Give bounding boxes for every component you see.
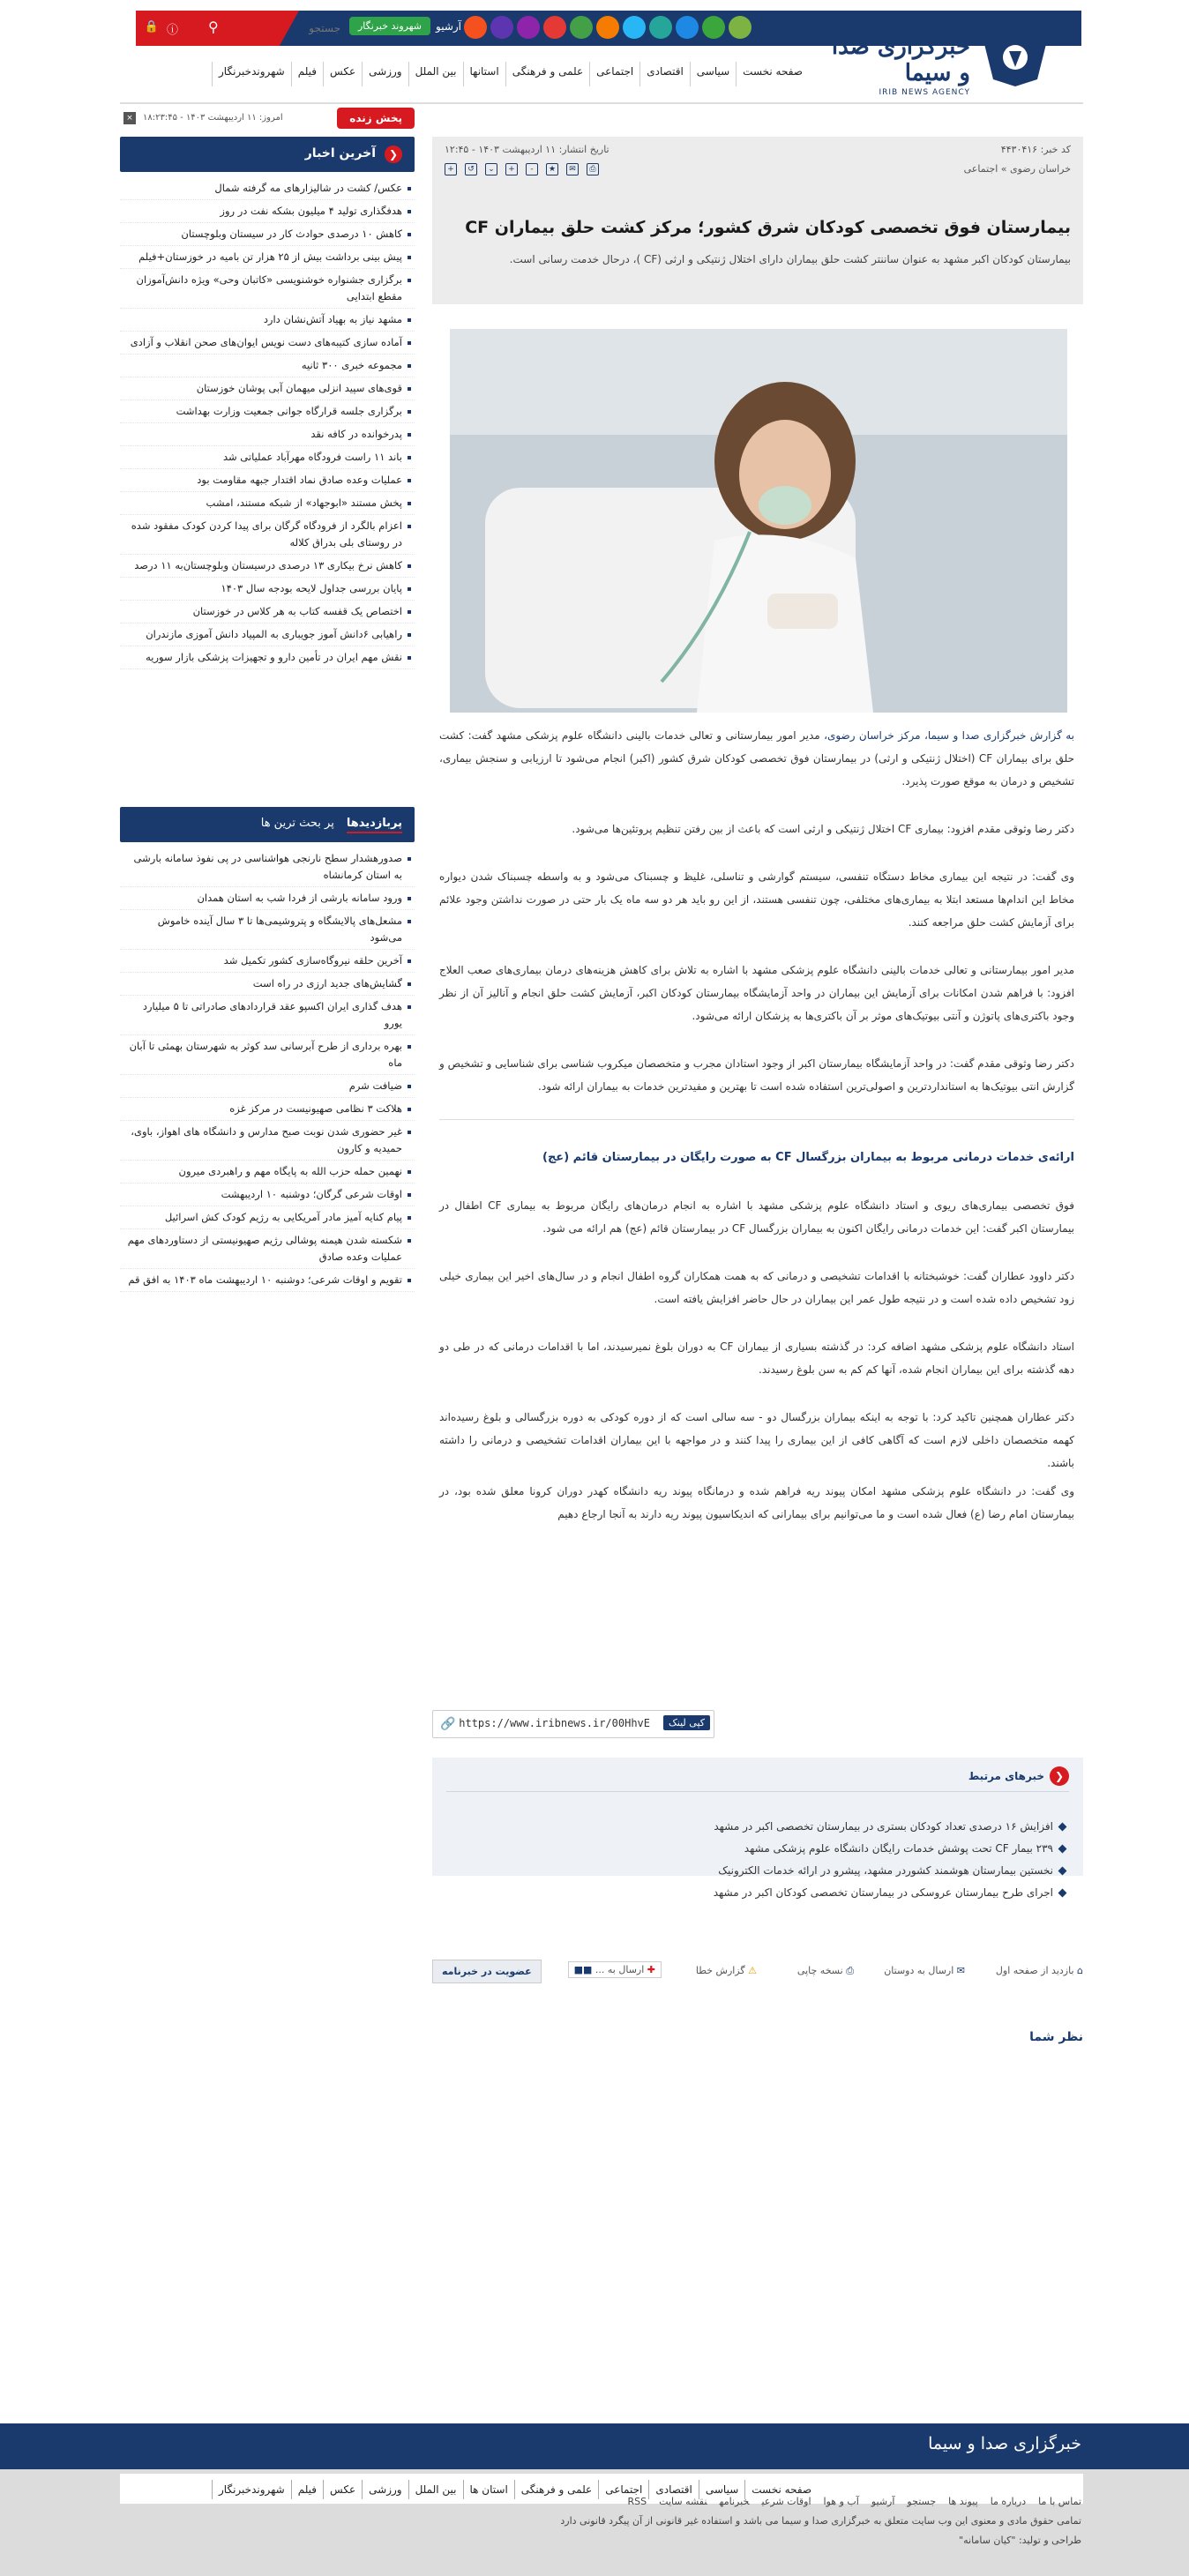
article-paragraph: وی گفت: در دانشگاه علوم پزشکی مشهد امکان پیوند ریه فراهم شده و درمانگاه پیوند ریه دانشگاه کهدر دوران کرونا معلق شده بود، در بیمارستان امام رضا (ع) فعال شده است و ما می‌توانیم برای بیمارانی که اندیکاسیون پیوند ریه دارند به آنجا ارجاع دهیم (439, 1485, 1074, 1520)
newsletter-button[interactable]: عضویت در خبرنامه (432, 1960, 542, 1983)
list-item[interactable]: بهره برداری از طرح آبرسانی سد کوثر به شهرستان بهمئی تا آبان ماه (120, 1035, 415, 1075)
header-divider (120, 102, 1083, 104)
divider (439, 1119, 1074, 1120)
envelope-icon: ✉ (956, 1965, 965, 1976)
tab-most-viewed[interactable]: پربازدیدها (347, 817, 402, 833)
footer-link[interactable]: آب و هوا (823, 2496, 859, 2507)
related-news-item[interactable]: افزایش ۱۶ درصدی تعداد کودکان بستری در بیمارستان تخصصی اکبر در مشهد (714, 1816, 1066, 1838)
soroush-icon[interactable] (490, 16, 513, 39)
related-news-item[interactable]: اجرای طرح بیمارستان عروسکی در بیمارستان تخصصی کودکان اکبر در مشهد (714, 1882, 1066, 1904)
list-item[interactable]: هدفگذاری تولید ۴ میلیون بشکه نفت در روز (120, 200, 415, 223)
article-paragraph: استاد دانشگاه علوم پزشکی مشهد اضافه کرد: در گذشته بسیاری از بیماران CF به دوران بلوغ نمیرسیدند، اما با اقدامات درمانی که در طی دو دهه گذشته برای این بیماران انجام شده، آنها کم کم به سن بلوغ رسیدند. (439, 1340, 1074, 1376)
list-item[interactable]: آخرین حلقه نیروگاه‌سازی کشور تکمیل شد (120, 950, 415, 973)
app-store-icon[interactable] (676, 16, 699, 39)
list-item[interactable]: عملیات وعده صادق نماد اقتدار جبهه مقاومت بود (120, 469, 415, 492)
list-item[interactable]: گشایش‌های جدید ارزی در راه است (120, 973, 415, 996)
list-item[interactable]: کاهش ۱۰ درصدی حوادث کار در سیستان وبلوچستان (120, 223, 415, 246)
list-item[interactable]: پیش بینی برداشت بیش از ۲۵ هزار تن بامیه در خوزستان+فیلم (120, 246, 415, 269)
footer-nav-item[interactable]: صفحه نخست (744, 2480, 818, 2499)
list-item[interactable]: شکسته شدن هیمنه پوشالی رژیم صهیونیستی از دستاوردهای مهم عملیات وعده صادق (120, 1229, 415, 1269)
latest-news-list (120, 172, 415, 675)
related-news-item[interactable]: نخستین بیمارستان هوشمند کشوردر مشهد، پیشرو در ارائه خدمات الکترونیک (714, 1860, 1066, 1882)
chevron-left-icon[interactable]: ❮ (385, 146, 402, 163)
nav-item[interactable]: استانها (463, 62, 505, 86)
latest-news-sidebar (120, 137, 415, 675)
nav-item[interactable]: بین الملل (408, 62, 463, 86)
article-source[interactable]: به گزارش خبرگزاری صدا و سیما، مرکز خراسان رضوی، (824, 729, 1075, 742)
footer-logo[interactable]: خبرگزاری صدا و سیما (928, 2434, 1081, 2453)
list-item[interactable]: هلاکت ۳ نظامی صهیونیست در مرکز غزه (120, 1098, 415, 1121)
list-item[interactable]: برگزاری جشنواره خوشنویسی «کاتبان وحی» ویژه دانش‌آموزان مقطع ابتدایی (120, 269, 415, 309)
popular-news-list (120, 842, 415, 1297)
list-item[interactable]: راهیابی ۶دانش آموز جویباری به المپیاد دانش آموزی مازندران (120, 623, 415, 646)
plus-icon: ✚ (647, 1964, 655, 1975)
list-item[interactable]: قوی‌های سپید انزلی میهمان آبی پوشان خوزستان (120, 377, 415, 400)
home-icon: ⌂ (1077, 1965, 1083, 1976)
footer-nav-item[interactable]: بین الملل (408, 2480, 463, 2499)
article-photo (450, 329, 1067, 713)
article-body (439, 724, 1074, 1550)
font-increase-icon[interactable]: + (505, 163, 518, 175)
short-link-box (432, 1710, 714, 1738)
social-icons: ■■ (573, 1964, 593, 1975)
font-decrease-icon[interactable]: - (526, 163, 538, 175)
close-icon[interactable]: × (123, 112, 136, 124)
popular-news-sidebar (120, 807, 415, 1297)
print-icon: ⎙ (846, 1965, 854, 1976)
article-paragraph: مدیر امور بیمارستانی و تعالی خدمات بالینی دانشگاه علوم پزشکی مشهد با اشاره به تلاش برای کاهش هزینه‌های درمان بیماری‌های صعب العلاج افزود: با فراهم شدن امکانات برای آزمایش این بیماران در واحد آزمایشگاه بیمارستان کودکان اکبر، آزمایش کشت حلق انجام و آنالیز آن از نظر وجود باکتری‌های پاتوژن و آنتی بیوتیک‌های موثر بر آن باکتری‌ها به پزشکان ارائه می‌شود. (439, 964, 1074, 1022)
nav-item[interactable]: صفحه نخست (736, 62, 809, 86)
article (432, 137, 1083, 1520)
footer-link[interactable]: اوقات شرعی (761, 2496, 811, 2507)
footer-link[interactable]: RSS (627, 2496, 647, 2507)
nav-item[interactable]: اجتماعی (589, 62, 639, 86)
list-item[interactable]: اوقات شرعی گرگان؛ دوشنبه ۱۰ اردیبهشت (120, 1183, 415, 1206)
related-news-header (968, 1766, 1069, 1787)
live-button[interactable]: پخش زنده (337, 108, 415, 129)
tab-most-discussed[interactable]: پر بحث ترین ها (260, 817, 334, 830)
footer-nav-item[interactable]: شهروندخبرنگار (212, 2480, 291, 2499)
list-item[interactable]: مجموعه خبری ۳۰۰ ثانیه (120, 355, 415, 377)
list-item[interactable]: اعزام بالگرد از فرودگاه گرگان برای پیدا کردن کودک مفقود شده در روستای بلی بدراق کلاله (120, 515, 415, 555)
send-to-friends-link[interactable]: ✉ ارسال به دوستان (884, 1965, 965, 1976)
search-icon[interactable]: ⚲ (208, 19, 219, 35)
article-paragraph: وی گفت: در نتیجه این بیماری مخاط دستگاه تنفسی، سیستم گوارشی و تناسلی، غلیظ و چسبناک می‌شود و به واسطه چسبناک شدن دیواره مخاط این اندام‌ها مستعد ابتلا به بیماری‌های مختلفی، چون تنفسی هستند، از این رو باید هر دو سه ماه یک بار حتی در صورت نداشتن وجود علائم برای آزمایش کشت حلق مراجعه کنند. (439, 870, 1074, 929)
short-link-url[interactable]: https://www.iribnews.ir/00HhvE (459, 1717, 650, 1729)
article-paragraph: دکتر عطاران همچنین تاکید کرد: با توجه به اینکه بیماران بزرگسال دو - سه سالی است که از دوره کودکی به دوره بزرگسالی و بلوغ رسیده‌اند کهمه متخصصان داخلی لازم است که آگاهی کافی از این بیماری را پیدا کنند و در مواجهه با این بیماران اقدامات تشخیصی و درمانی را داشته باشند. (439, 1411, 1074, 1469)
today-date: امروز: ۱۱ اردیبهشت ۱۴۰۳ - ۱۸:۲۳:۴۵ (143, 113, 283, 123)
logo-subtitle: IRIB NEWS AGENCY (879, 88, 970, 97)
footer-link[interactable]: درباره ما (990, 2496, 1027, 2507)
list-item[interactable]: برگزاری جلسه قرارگاه جوانی جمعیت وزارت بهداشت (120, 400, 415, 423)
copy-link-button[interactable]: کپی لینک (663, 1715, 710, 1730)
archive-link[interactable]: آرشیو (436, 20, 462, 33)
nav-item[interactable]: سیاسی (690, 62, 736, 86)
popular-news-header (120, 807, 415, 842)
telegram-icon[interactable] (623, 16, 646, 39)
article-header (432, 137, 1083, 304)
footer-top-bar (0, 2423, 1189, 2469)
related-news (432, 1758, 1083, 1899)
footer-nav-item[interactable]: استان ها (463, 2480, 514, 2499)
share-icon[interactable]: ↺ (465, 163, 477, 175)
bookmark-icon[interactable]: ★ (546, 163, 558, 175)
footer-nav-item[interactable]: اجتماعی (598, 2480, 648, 2499)
chevron-down-icon[interactable]: ⌄ (485, 163, 497, 175)
article-paragraph: فوق تخصصی بیماری‌های ریوی و استاد دانشگاه علوم پزشکی مشهد با اشاره به انجام درمان‌های رایگان مربوط به بیماری CF اطفال در بیمارستان اکبر گفت: این خدمات درمانی رایگان اکنون به بیماران بزرگسال CF در بیمارستان قائم (عج) هم ارائه می شود. (439, 1199, 1074, 1235)
article-lead: بیمارستان کودکان اکبر مشهد به عنوان ساننتر کشت حلق بیماران دارای اختلال ژنتیکی و ارثی (CF )، درحال خدمت رسانی است. (509, 253, 1071, 265)
article-paragraph: دکتر داوود عطاران گفت: خوشبختانه با اقدامات تشخیصی و درمانی که به همت همکاران گروه اطفال انجام و در سال‌های اخیر این بیماری خیلی زود تشخیص داده شده است و در نتیجه طول عمر این بیماران در حال حاضر افزایش یافته است. (439, 1270, 1074, 1305)
list-item[interactable]: مشعل‌های پالایشگاه و پتروشیمی‌ها تا ۳ سال آینده خاموش می‌شود (120, 910, 415, 950)
nav-item[interactable]: فیلم (291, 62, 323, 86)
footer-link[interactable]: خبرنامه (719, 2496, 750, 2507)
info-icon[interactable]: ⓘ (166, 24, 178, 37)
latest-news-title: آخرین اخبار (304, 146, 376, 161)
footer (0, 2423, 1189, 2576)
footer-link[interactable]: آرشیو (871, 2496, 895, 2507)
link-icon: 🔗 (440, 1717, 456, 1731)
warning-icon: ⚠ (748, 1965, 757, 1976)
android-icon[interactable] (729, 16, 752, 39)
live-bar (120, 108, 415, 131)
divider (446, 1791, 1069, 1792)
footer-link[interactable]: نقشه سایت (659, 2496, 707, 2507)
lock-icon[interactable]: 🔒 (144, 20, 159, 34)
footer-link[interactable]: جستجو (907, 2496, 937, 2507)
footer-link[interactable]: پیوند ها (948, 2496, 978, 2507)
article-title: بیمارستان فوق تخصصی کودکان شرق کشور؛ مرکز کشت حلق بیماران CF (465, 218, 1071, 237)
list-item[interactable]: پخش مستند «ابوجهاد» از شبکه مستند، امشب (120, 492, 415, 515)
article-actions (432, 1958, 1083, 1986)
nav-item[interactable]: اقتصادی (639, 62, 690, 86)
share-dropdown[interactable]: ✚ ارسال به ... ■■ (568, 1961, 662, 1978)
list-item[interactable]: عکس/ کشت در شالیزارهای مه گرفته شمال (120, 177, 415, 200)
article-tools (445, 163, 599, 175)
copyright: تمامی حقوق مادی و معنوی این وب سایت متعلق به خبرگزاری صدا و سیما می باشد و استفاده غیر قانونی از آن پیگرد قانونی دارد (560, 2515, 1081, 2527)
add-icon[interactable]: + (445, 163, 457, 175)
nav-item[interactable]: شهروندخبرنگار (212, 62, 291, 86)
footer-nav-item[interactable]: عکس (323, 2480, 362, 2499)
search-input[interactable] (235, 18, 340, 39)
footer-links (616, 2496, 1081, 2507)
related-news-list (714, 1816, 1066, 1904)
latest-news-header (120, 137, 415, 172)
list-item[interactable]: تقویم و اوقات شرعی؛ دوشنبه ۱۰ اردیبهشت ماه ۱۴۰۳ به افق قم (120, 1269, 415, 1292)
designer-credit: طراحی و تولید: "کیان سامانه" (959, 2535, 1081, 2546)
list-item[interactable]: مشهد نیاز به بهیاد آتش‌نشان دارد (120, 309, 415, 332)
igap-icon[interactable] (464, 16, 487, 39)
bazaar-icon[interactable] (649, 16, 672, 39)
list-item[interactable]: باند ۱۱ راست فرودگاه مهرآباد عملیاتی شد (120, 446, 415, 469)
list-item[interactable]: ضیافت شرم (120, 1075, 415, 1098)
print-version-link[interactable]: ⎙ نسخه چاپی (796, 1965, 854, 1976)
footer-nav-item[interactable]: فیلم (291, 2480, 323, 2499)
eitaa-icon[interactable] (596, 16, 619, 39)
list-item[interactable]: ورود سامانه بارشی از فردا شب به استان همدان (120, 887, 415, 910)
news-code: کد خبر: ۴۴۳۰۴۱۶ (1000, 144, 1071, 155)
article-paragraph: دکتر رضا وثوقی مقدم افزود: بیماری CF اختلال ژنتیکی و ارثی است که باعث از بین رفتن تنظیم پروتئین‌ها می‌شود. (572, 823, 1074, 835)
nav-item[interactable]: عکس (323, 62, 362, 86)
aparat-icon[interactable] (517, 16, 540, 39)
chevron-left-icon: ❮ (1050, 1766, 1069, 1786)
footer-link[interactable]: تماس با ما (1038, 2496, 1081, 2507)
list-item[interactable]: صدورهشدار سطح نارنجی هواشناسی در پی نفوذ سامانه بارشی به استان کرمانشاه (120, 847, 415, 887)
list-item[interactable]: غیر حضوری شدن نوبت صبح مدارس و دانشگاه های اهواز، باوی، حمیدیه و کارون (120, 1121, 415, 1161)
footer-nav-item[interactable]: علمی و فرهنگی (514, 2480, 598, 2499)
list-item[interactable]: آماده سازی کتیبه‌های دست نویس ایوان‌های صحن انقلاب و آزادی (120, 332, 415, 355)
list-item[interactable]: هدف گذاری ایران اکسپو عقد قراردادهای صادراتی تا ۵ میلیارد یورو (120, 996, 415, 1035)
site-logo[interactable] (817, 18, 1055, 97)
nav-item[interactable]: علمی و فرهنگی (505, 62, 589, 86)
email-icon[interactable]: ✉ (566, 163, 579, 175)
footer-nav-item[interactable]: سیاسی (699, 2480, 744, 2499)
footer-nav-item[interactable]: ورزشی (362, 2480, 408, 2499)
nav-item[interactable]: ورزشی (362, 62, 408, 86)
publish-date: تاریخ انتشار: ۱۱ اردیبهشت ۱۴۰۳ - ۱۲:۴۵ (445, 144, 609, 155)
article-paragraph: دکتر رضا وثوقی مقدم گفت: در واحد آزمایشگاه بیمارستان اکبر از وجود استادان مجرب و متخصصان میکروب شناسی برای شناسایی و تشخیص و گزارش انتی بیوتیک‌ها به استانداردترین و اصولی‌ترین استفاده شده است تا بهترین و مفیدترین خدمات به بیماران ارائه شود. (439, 1057, 1074, 1093)
list-item[interactable]: کاهش نرخ بیکاری ۱۳ درصدی درسیستان وبلوچستان‌به ۱۱ درصد (120, 555, 415, 578)
list-item[interactable]: نقش مهم ایران در تأمین دارو و تجهیزات پزشکی بازار سوریه (120, 646, 415, 669)
article-paragraph: به گزارش خبرگزاری صدا و سیما، مرکز خراسان رضوی، مدیر امور بیمارستانی و تعالی خدمات بالینی دانشگاه علوم پزشکی مشهد گفت: کشت حلق برای بیماران CF (اختلال ژنتیکی و ارثی) در بیمارستان فوق تخصصی کودکان شرق کشور (اکبر) انجام می‌شود تا ارزیابی و سنجش بیماری، تشخیص و درمان به موقع صورت پذیرد. (439, 729, 1075, 788)
list-item[interactable]: پایان بررسی جداول لایحه بودجه سال ۱۴۰۳ (120, 578, 415, 601)
breadcrumb[interactable]: خراسان رضوی » اجتماعی (963, 163, 1071, 175)
home-link[interactable]: ⌂ بازدید از صفحه اول (995, 1965, 1083, 1976)
main-nav (212, 62, 803, 86)
article-subheading: ارائه‌ی خدمات درمانی مربوط به بیماران بزرگسال CF به صورت رایگان در بیمارستان قائم (عج) (542, 1151, 1074, 1164)
related-news-item[interactable]: ۲۳۹ بیمار CF تحت پوشش خدمات رایگان دانشگاه علوم پزشکی مشهد (714, 1838, 1066, 1860)
comments-title: نظر شما (1029, 2030, 1083, 2044)
print-icon[interactable]: ⎙ (587, 163, 599, 175)
list-item[interactable]: پیام کنایه آمیز مادر آمریکایی به رژیم کودک کش اسرائیل (120, 1206, 415, 1229)
report-error-link[interactable]: ⚠ گزارش خطا (695, 1965, 757, 1976)
related-news-title: خبرهای مرتبط (968, 1770, 1044, 1782)
list-item[interactable]: اختصاص یک قفسه کتاب به هر کلاس در خوزستان (120, 601, 415, 623)
footer-nav-item[interactable]: اقتصادی (648, 2480, 699, 2499)
app-icons (464, 16, 752, 41)
list-item[interactable]: پدرخوانده در کافه نقد (120, 423, 415, 446)
apple-icon[interactable] (702, 16, 725, 39)
rubika-icon[interactable] (543, 16, 566, 39)
irib-emblem-icon (976, 26, 1055, 88)
list-item[interactable]: نهمین حمله حزب الله به پایگاه مهم و راهبردی میرون (120, 1161, 415, 1183)
bale-icon[interactable] (570, 16, 593, 39)
logo-text: خبرگزاری صدا و سیما (831, 34, 970, 86)
citizen-reporter-button[interactable]: شهروند خبرنگار (349, 17, 430, 35)
